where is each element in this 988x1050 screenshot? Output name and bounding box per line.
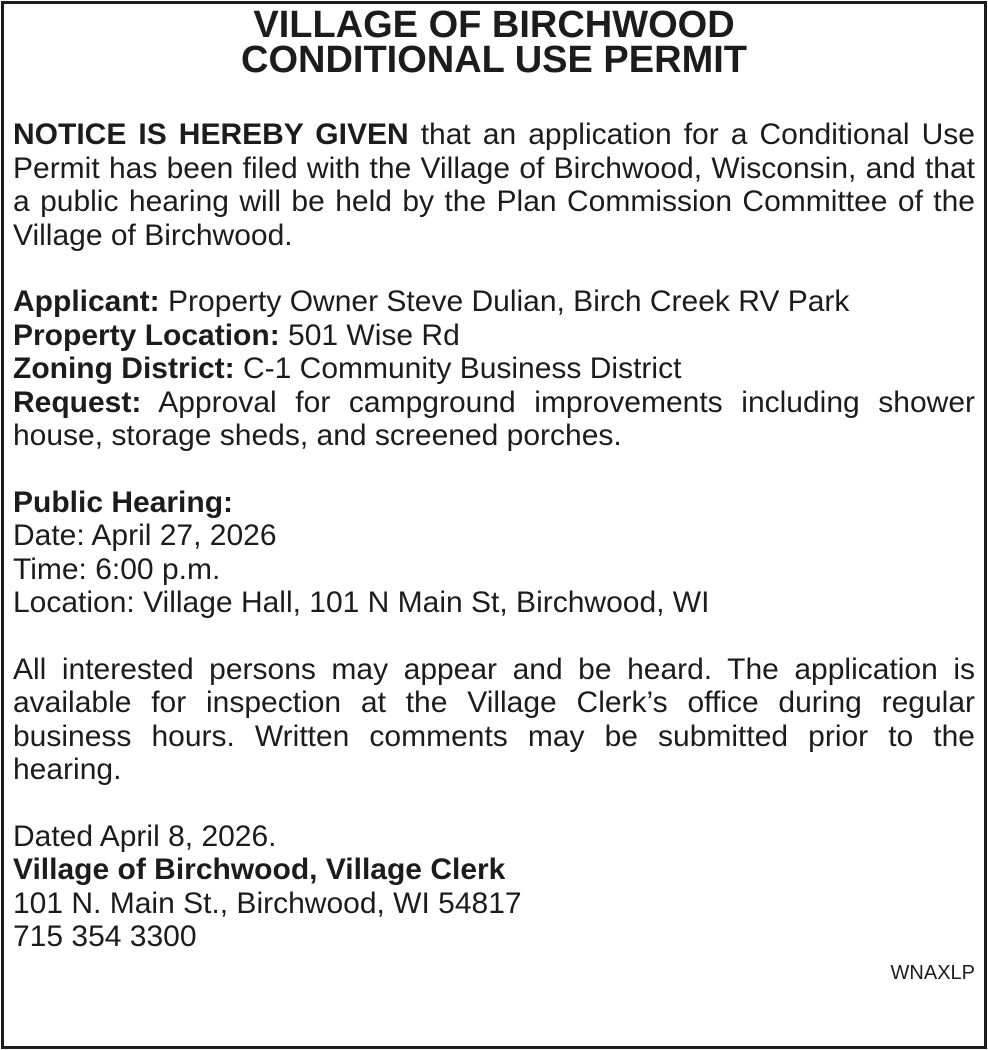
intro-text: that an application for a Conditional Use Permit has been filed with the Village of Birchwood, Wisconsin, and that a public hearing will be held by the Plan Commission Committee of the Village of Birchwood. [13,118,975,252]
applicant-row [13,285,975,319]
request-row [13,386,975,453]
request-value: Approval for campground improvements including shower house, storage sheds, and screened porches. [13,385,975,452]
clerk-address: 101 N. Main St., Birchwood, WI 54817 [13,886,522,920]
property-location-value: 501 Wise Rd [279,318,460,352]
property-location-label: Property Location: [13,318,280,352]
intro-paragraph [13,118,975,252]
applicant-label: Applicant: [13,285,160,318]
title-line-1: VILLAGE OF BIRCHWOOD [253,4,735,46]
zoning-district-label: Zoning District: [13,352,235,385]
notice-title [13,4,975,81]
public-hearing-heading: Public Hearing: [13,485,234,519]
hearing-location: Location: Village Hall, 101 N Main St, Birchwood, WI [13,586,710,619]
clerk-phone: 715 354 3300 [13,920,197,953]
hearing-time: Time: 6:00 p.m. [13,552,221,586]
intro-lead: NOTICE IS HEREBY GIVEN [13,118,409,151]
signature-block [13,820,975,954]
applicant-value: Property Owner Steve Dulian, Birch Creek RV Park [159,285,850,318]
public-hearing-section [13,486,975,620]
publication-code: WNAXLP [890,961,975,984]
legal-notice [1,1,987,1049]
property-location-row [13,319,975,353]
zoning-district-value: C-1 Community Business District [234,352,682,385]
clerk-name: Village of Birchwood, Village Clerk [13,853,506,886]
permit-details [13,285,975,453]
hearing-date: Date: April 27, 2026 [13,519,277,552]
notice-body [4,4,984,988]
zoning-district-row [13,352,975,386]
request-label: Request: [13,385,142,419]
title-line-2: CONDITIONAL USE PERMIT [241,39,747,81]
comments-paragraph: All interested persons may appear and be heard. The application is available for inspection at the Village Clerk’s office during regular business hours. Written comments may be submitted prior to the hearing. [13,652,975,786]
dated-line: Dated April 8, 2026. [13,819,277,853]
